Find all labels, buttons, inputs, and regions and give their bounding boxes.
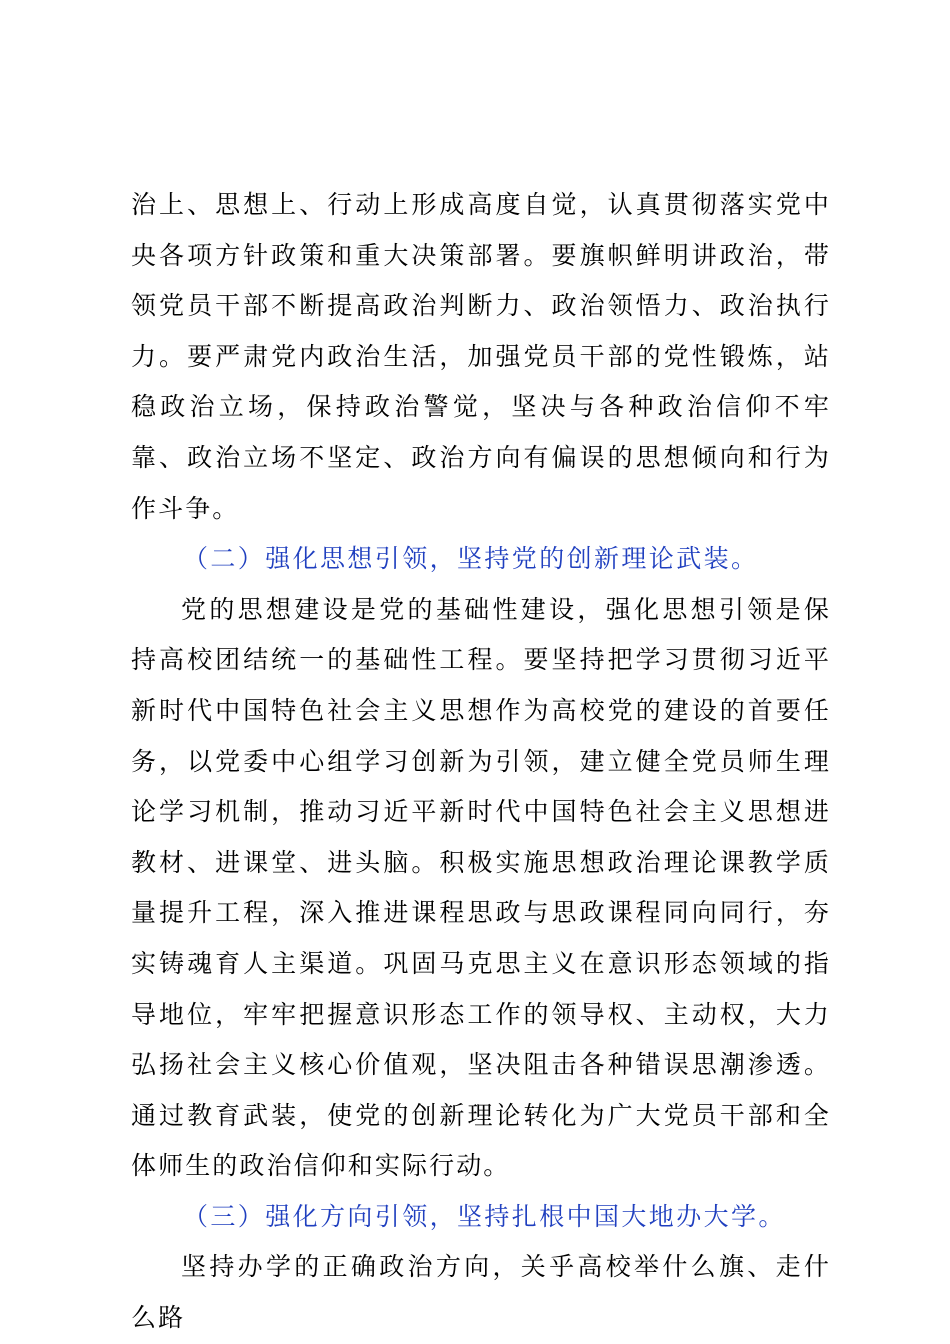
section-heading-3: （三）强化方向引领，坚持扎根中国大地办大学。 <box>183 1201 786 1231</box>
section-heading-2: （二）强化思想引领，坚持党的创新理论武装。 <box>183 544 759 574</box>
paragraph-thought-guidance: 党的思想建设是党的基础性建设，强化思想引领是保持高校团结统一的基础性工程。要坚持把学习贯彻习近平新时代中国特色社会主义思想作为高校党的建设的首要任务，以党委中心组学习创新为引领，建立健全党员师生理论学习机制，推动习近平新时代中国特色社会主义思想进教材、进课堂、进头脑。积极实施思想政治理论课教学质量提升工程，深入推进课程思政与思政课程同向同行，夯实铸魂育人主渠道。巩固马克思主义在意识形态领域的指导地位，牢牢把握意识形态工作的领导权、主动权，大力弘扬社会主义核心价值观，坚决阻击各种错误思潮渗透。通过教育武装，使党的创新理论转化为广大党员干部和全体师生的政治信仰和实际行动。 <box>131 594 831 1181</box>
paragraph-direction-guidance: 坚持办学的正确政治方向，关乎高校举什么旗、走什么路 <box>131 1252 831 1333</box>
document-body <box>131 180 831 1344</box>
paragraph-continued: 治上、思想上、行动上形成高度自觉，认真贯彻落实党中央各项方针政策和重大决策部署。要旗帜鲜明讲政治，带领党员干部不断提高政治判断力、政治领悟力、政治执行力。要严肃党内政治生活，加强党员干部的党性锻炼，站稳政治立场，保持政治警觉，坚决与各种政治信仰不牢靠、政治立场不坚定、政治方向有偏误的思想倾向和行为作斗争。 <box>131 190 831 523</box>
